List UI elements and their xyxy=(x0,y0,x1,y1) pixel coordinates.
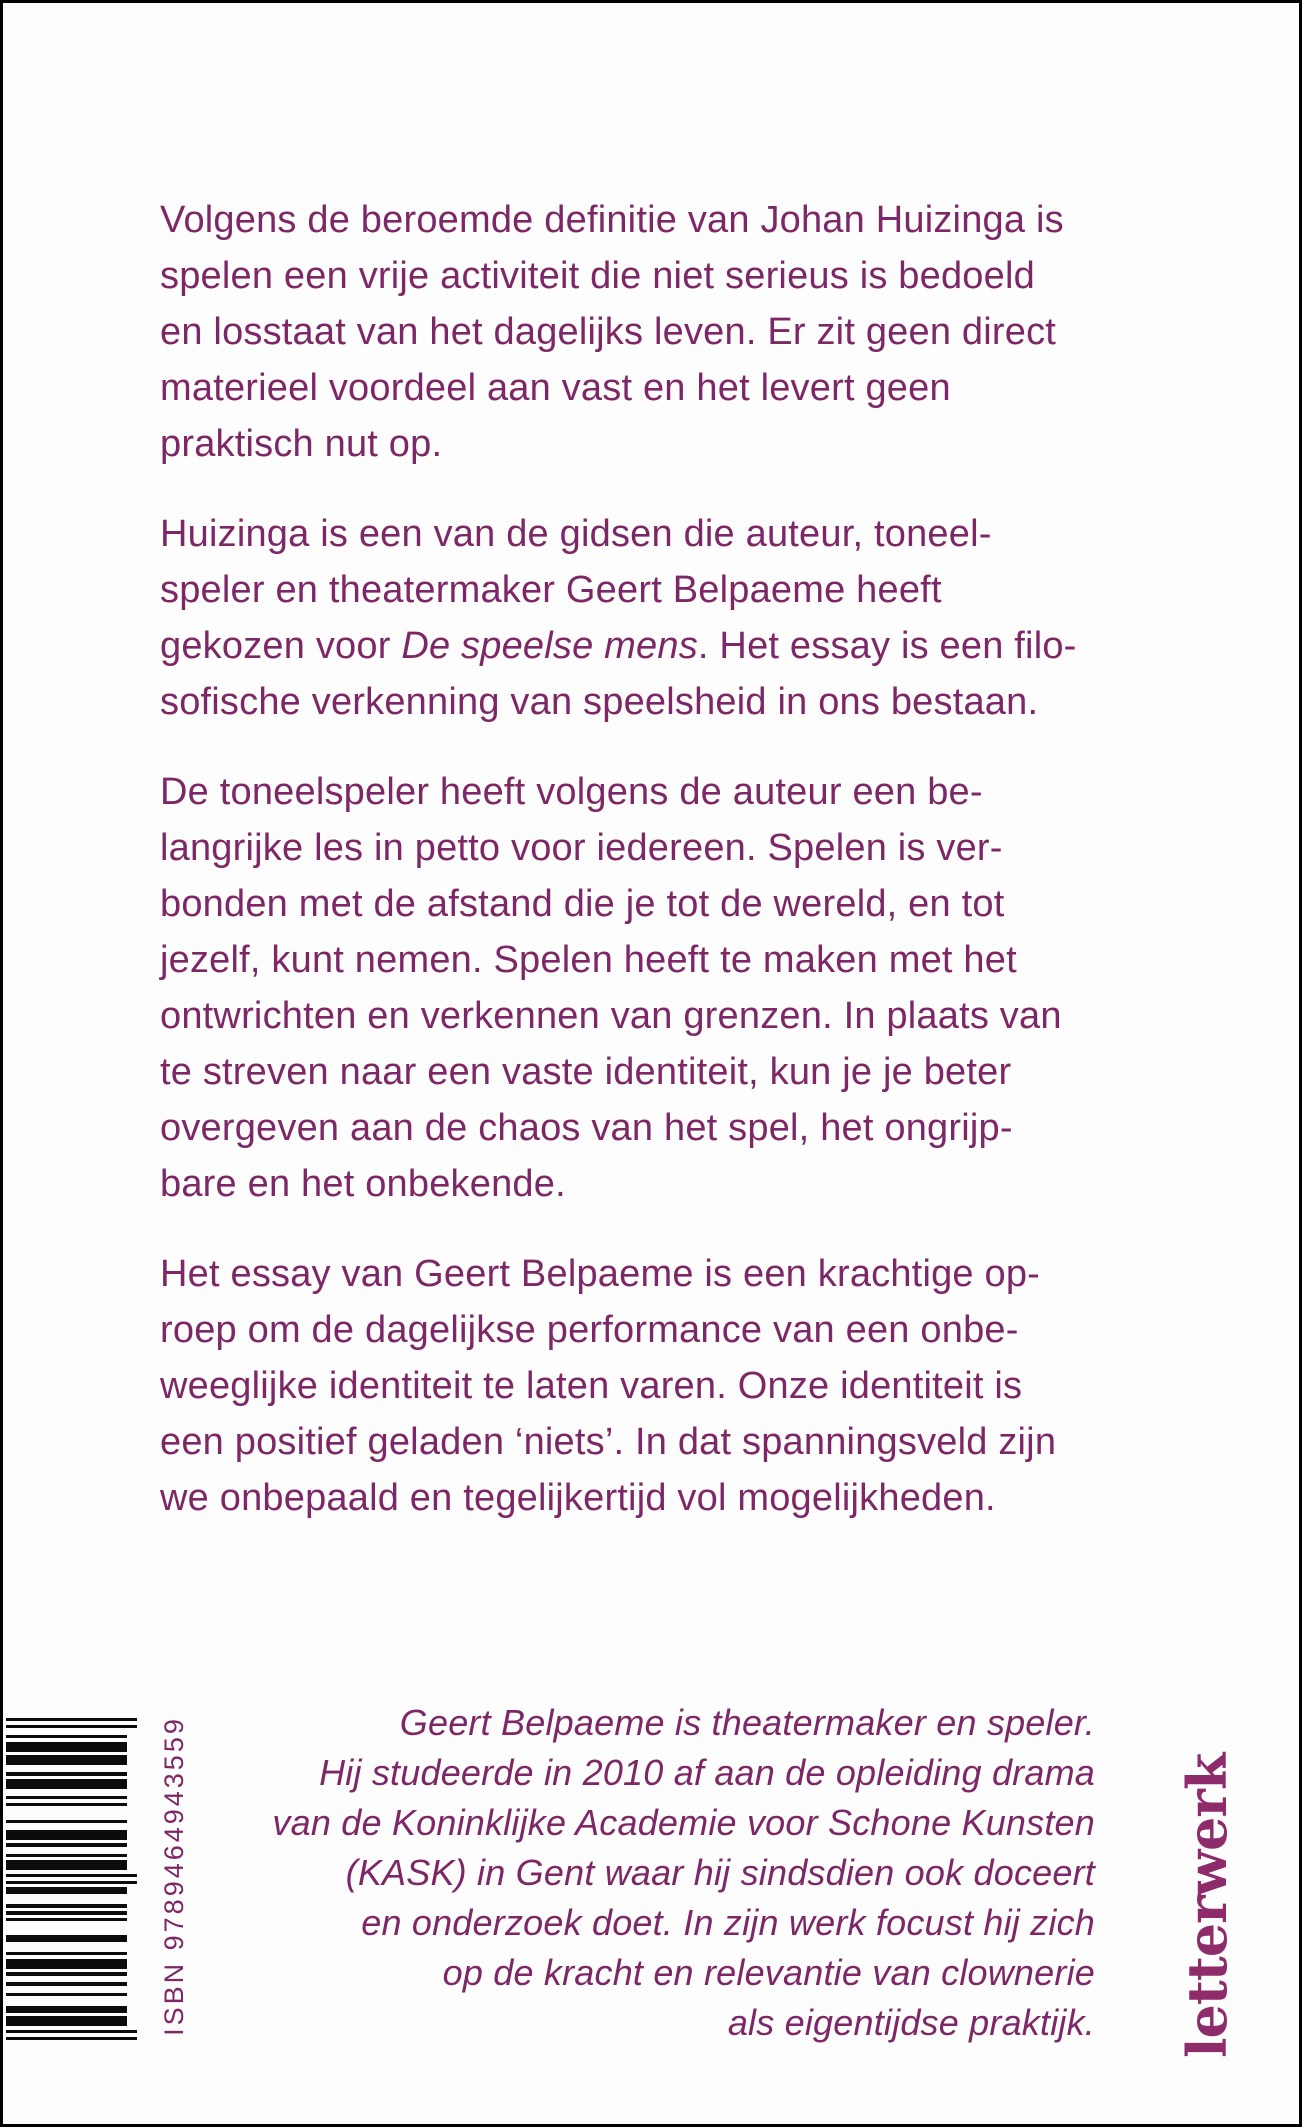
blurb-line: weeglijke identiteit te laten varen. Onze identiteit is xyxy=(160,1365,1023,1407)
blurb-line: bare en het onbekende. xyxy=(160,1163,566,1205)
blurb-line: overgeven aan de chaos van het spel, het ongrijp- xyxy=(160,1107,1013,1149)
author-bio xyxy=(175,1698,1095,2048)
blurb-line: bonden met de afstand die je tot de wereld, en tot xyxy=(160,883,1005,925)
bio-line: (KASK) in Gent waar hij sindsdien ook doceert xyxy=(345,1852,1095,1893)
bio-line: op de kracht en relevantie van clownerie xyxy=(442,1952,1095,1993)
blurb xyxy=(160,192,1170,1560)
blurb-line: Volgens de beroemde definitie van Johan Huizinga is xyxy=(160,199,1064,241)
blurb-line: sofische verkenning van speelsheid in ons bestaan. xyxy=(160,681,1039,723)
blurb-line: materieel voordeel aan vast en het levert geen xyxy=(160,367,951,409)
ean-barcode xyxy=(6,1718,137,2040)
blurb-line: spelen een vrije activiteit die niet serieus is bedoeld xyxy=(160,255,1035,297)
blurb-line: speler en theatermaker Geert Belpaeme heeft xyxy=(160,569,942,611)
bio-line: en onderzoek doet. In zijn werk focust hij zich xyxy=(361,1902,1095,1943)
bio-line: Hij studeerde in 2010 af aan de opleiding drama xyxy=(319,1752,1095,1793)
blurb-line: we onbepaald en tegelijkertijd vol mogelijkheden. xyxy=(160,1477,996,1519)
isbn-label: ISBN 9789464943559 xyxy=(159,1716,189,2036)
blurb-paragraph xyxy=(160,506,1170,730)
blurb-paragraph xyxy=(160,192,1170,472)
bio-line: van de Koninklijke Academie voor Schone Kunsten xyxy=(272,1802,1095,1843)
blurb-line: en losstaat van het dagelijks leven. Er zit geen direct xyxy=(160,311,1057,353)
blurb-line: Het essay van Geert Belpaeme is een krachtige op- xyxy=(160,1253,1041,1295)
barcode-bar xyxy=(6,2037,137,2040)
publisher-logo: letterwerk xyxy=(1175,1753,1239,2058)
blurb-line: jezelf, kunt nemen. Spelen heeft te maken met het xyxy=(160,939,1017,981)
bio-line: als eigentijdse praktijk. xyxy=(727,2002,1095,2043)
blurb-line: te streven naar een vaste identiteit, kun je je beter xyxy=(160,1051,1012,1093)
blurb-line: een positief geladen ‘niets’. In dat spanningsveld zijn xyxy=(160,1421,1057,1463)
blurb-line: gekozen voor De speelse mens. Het essay is een filo- xyxy=(160,625,1077,667)
blurb-line: Huizinga is een van de gidsen die auteur, toneel- xyxy=(160,513,992,555)
blurb-line: roep om de dagelijkse performance van een onbe- xyxy=(160,1309,1019,1351)
blurb-line: langrijke les in petto voor iedereen. Spelen is ver- xyxy=(160,827,1003,869)
bio-line: Geert Belpaeme is theatermaker en speler. xyxy=(399,1702,1095,1743)
blurb-paragraph xyxy=(160,764,1170,1212)
blurb-line: praktisch nut op. xyxy=(160,423,443,465)
blurb-line: ontwrichten en verkennen van grenzen. In plaats van xyxy=(160,995,1062,1037)
blurb-paragraph xyxy=(160,1246,1170,1526)
blurb-line: De toneelspeler heeft volgens de auteur een be- xyxy=(160,771,983,813)
